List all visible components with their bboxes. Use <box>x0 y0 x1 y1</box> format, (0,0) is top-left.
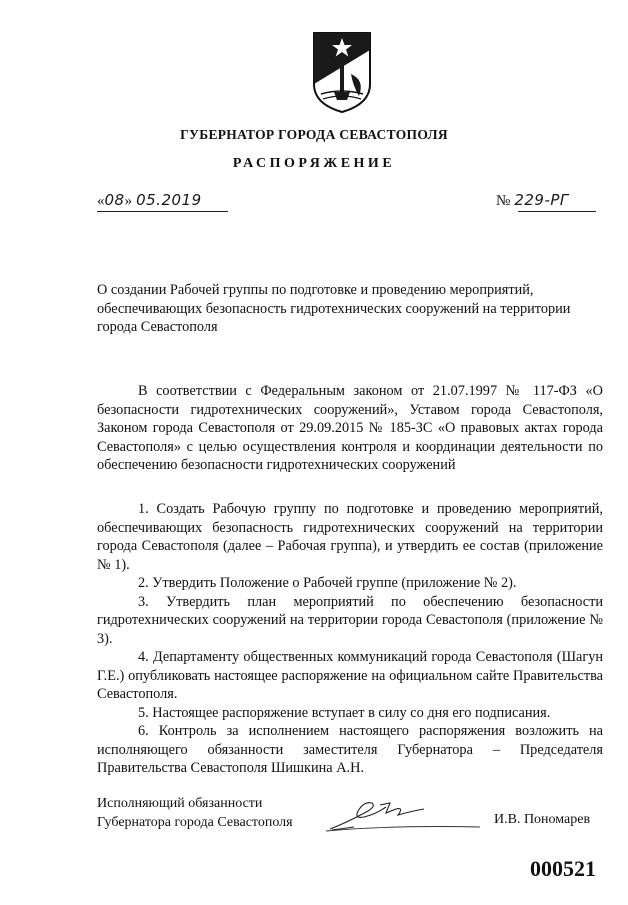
order-item-5: 5. Настоящее распоряжение вступает в силу со дня его подписания. <box>138 704 551 721</box>
order-item-2: 2. Утвердить Положение о Рабочей группе (приложение № 2). <box>138 575 517 591</box>
document-subject: О создании Рабочей группы по подготовке и проведению мероприятий, обеспечивающих безопасность гидротехнических сооружений на территории города Севастополя <box>97 282 571 335</box>
number-value: 229-РГ <box>514 191 569 209</box>
date-month-year: 05.2019 <box>136 191 202 209</box>
order-items <box>97 500 603 778</box>
preamble-paragraph: В соответствии с Федеральным законом от 21.07.1997 № 117-ФЗ «О безопасности гидротехнических сооружений», Уставом города Севастополя, Законом города Севастополя от 29.09.2015 № 185-ЗС «О правовых актах города Севастополя» с целью осуществления контроля и координации деятельности по обеспечению безопасности гидротехнических сооружений <box>97 383 603 473</box>
document-number <box>496 191 602 213</box>
sevastopol-coat-of-arms <box>311 30 373 114</box>
order-item-3: 3. Утвердить план мероприятий по обеспечению безопасности гидротехнических сооружений на территории города Севастополя (приложение № 3). <box>97 593 603 647</box>
signer-position-line2: Губернатора города Севастополя <box>97 814 293 830</box>
handwritten-signature <box>324 797 484 833</box>
signer-position-line1: Исполняющий обязанности <box>97 796 263 811</box>
date-underline <box>97 211 228 212</box>
order-item-4: 4. Департаменту общественных коммуникаций города Севастополя (Шагун Г.Е.) опубликовать настоящее распоряжение на официальном сайте Правительства Севастополя. <box>97 649 603 702</box>
signer-name: И.В. Пономарев <box>494 812 591 827</box>
preamble-block <box>97 382 603 475</box>
number-underline <box>518 211 596 212</box>
signer-position <box>97 795 293 832</box>
serial-number: 000521 <box>530 856 596 881</box>
number-sign: № <box>496 193 511 209</box>
date-open-quote: « <box>97 193 105 209</box>
order-item-1: 1. Создать Рабочую группу по подготовке и проведению мероприятий, обеспечивающих безопасность гидротехнических сооружений на территории города Севастополя (далее – Рабочая группа), и утвердить ее состав (приложение № 1). <box>97 501 603 573</box>
document-type: РАСПОРЯЖЕНИЕ <box>232 156 396 171</box>
date-day: 08 <box>104 191 125 209</box>
order-item-6: 6. Контроль за исполнением настоящего распоряжения возложить на исполняющего обязанности заместителя Губернатора – Председателя Правительства Севастополя Шишкина А.Н. <box>97 723 603 776</box>
document-date <box>97 191 232 213</box>
date-close-quote: » <box>124 193 133 209</box>
issuing-authority: ГУБЕРНАТОР ГОРОДА СЕВАСТОПОЛЯ <box>180 127 448 142</box>
